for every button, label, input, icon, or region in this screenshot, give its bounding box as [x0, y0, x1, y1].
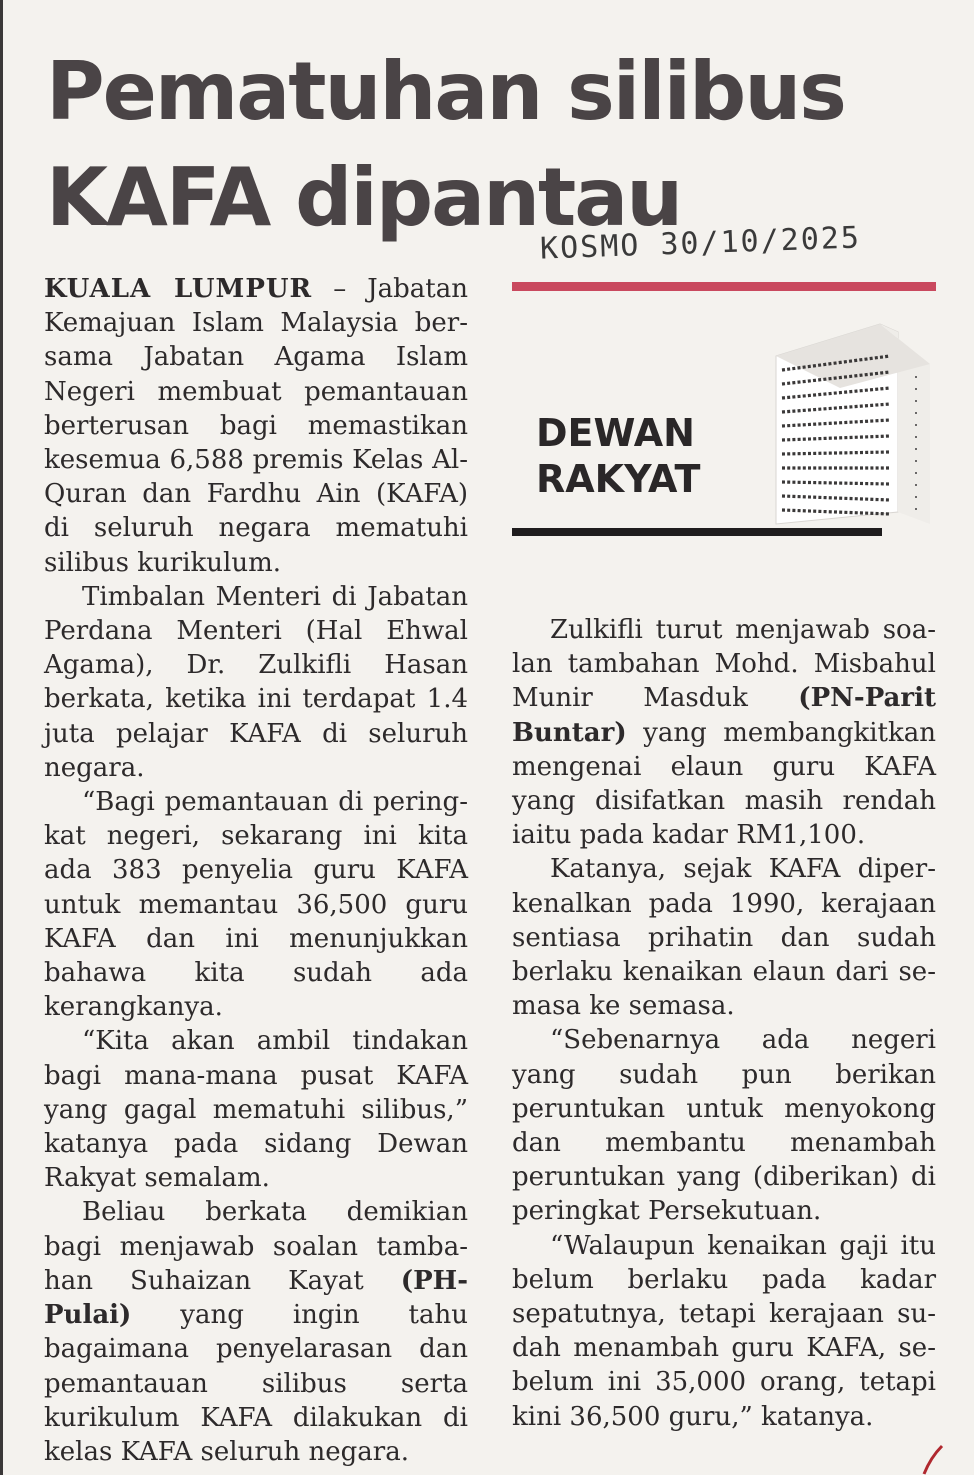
- article-paragraph-4: “Kita akan ambil tindakan bagi mana-mana pusat KAFA yang gagal mematuhi silibus,” katanya pada sidang Dewan Rakyat semalam.: [44, 1026, 468, 1194]
- headline-line-1: Pematuhan silibus: [46, 45, 845, 138]
- section-label-line-2: RAKYAT: [536, 457, 701, 501]
- pen-mark-icon: [918, 1440, 958, 1475]
- handwritten-source-date: KOSMO 30/10/2025: [539, 220, 862, 267]
- party-tag-ph-pulai: (PH-Pulai): [44, 1265, 468, 1331]
- section-accent-bar: [512, 282, 936, 291]
- section-label: [536, 410, 700, 502]
- page-edge-line: [0, 0, 3, 1475]
- article-paragraph-8: “Sebenarnya ada negeri yang sudah pun berikan peruntukan untuk menyokong dan membantu menambah peruntukan yang (diberikan) di peringkat Persekutuan.: [512, 1025, 936, 1227]
- article-paragraph-2: Timbalan Menteri di Jabatan Perdana Menteri (Hal Ehwal Agama), Dr. Zulkifli Hasan berkata, ketika ini terdapat 1.4 juta pelajar KAFA di seluruh negara.: [44, 581, 468, 783]
- article-paragraph-5: Beliau berkata demikian bagi menjawab soalan tambahan Suhaizan Kayat (PH-Pulai) yang ingin tahu bagaimana penyelarasan dan pemantauan silibus serta kurikulum KAFA dilakukan di kelas KAFA seluruh negara.: [44, 1197, 468, 1467]
- dateline: KUALA LUMPUR: [44, 274, 313, 304]
- party-tag-pn-parit-buntar: (PN-Parit Buntar): [512, 683, 936, 748]
- headline-line-2: KAFA dipantau: [46, 151, 682, 244]
- article-paragraph-9: “Walaupun kenaikan gaji itu belum berlaku pada kadar sepatutnya, tetapi kerajaan sudah menambah guru KAFA, sebelum ini 35,000 orang, tetapi kini 36,500 guru,” katanya.: [512, 1230, 936, 1432]
- article-column-right: [512, 613, 936, 1434]
- section-box-dewan-rakyat: [512, 280, 936, 546]
- section-divider-bar: [512, 528, 882, 536]
- article-paragraph-7: Katanya, sejak KAFA diperkenalkan pada 1990, kerajaan sentiasa prihatin dan sudah berlaku kenaikan elaun dari semasa ke semasa.: [512, 854, 936, 1022]
- parliament-building-icon: [770, 298, 936, 546]
- article-paragraph-6: Zulkifli turut menjawab soalan tambahan Mohd. Misbahul Munir Masduk (PN-Parit Buntar) yang membangkitkan mengenai elaun guru KAFA yang disifatkan masih rendah iaitu pada kadar RM1,100.: [512, 615, 936, 851]
- article-paragraph-3: “Bagi pemantauan di peringkat negeri, sekarang ini kita ada 383 penyelia guru KAFA untuk memantau 36,500 guru KAFA dan ini menunjukkan bahawa kita sudah ada kerangkanya.: [44, 787, 468, 1023]
- section-label-line-1: DEWAN: [536, 411, 695, 455]
- article-paragraph-1: KUALA LUMPUR – Jabatan Kemajuan Islam Malaysia bersama Jabatan Agama Islam Negeri membuat pemantauan berterusan bagi memastikan kesemua 6,588 premis Kelas Al-Quran dan Fardhu Ain (KAFA) di seluruh negara mematuhi silibus kurikulum.: [44, 274, 469, 578]
- article-column-left: [44, 272, 468, 1469]
